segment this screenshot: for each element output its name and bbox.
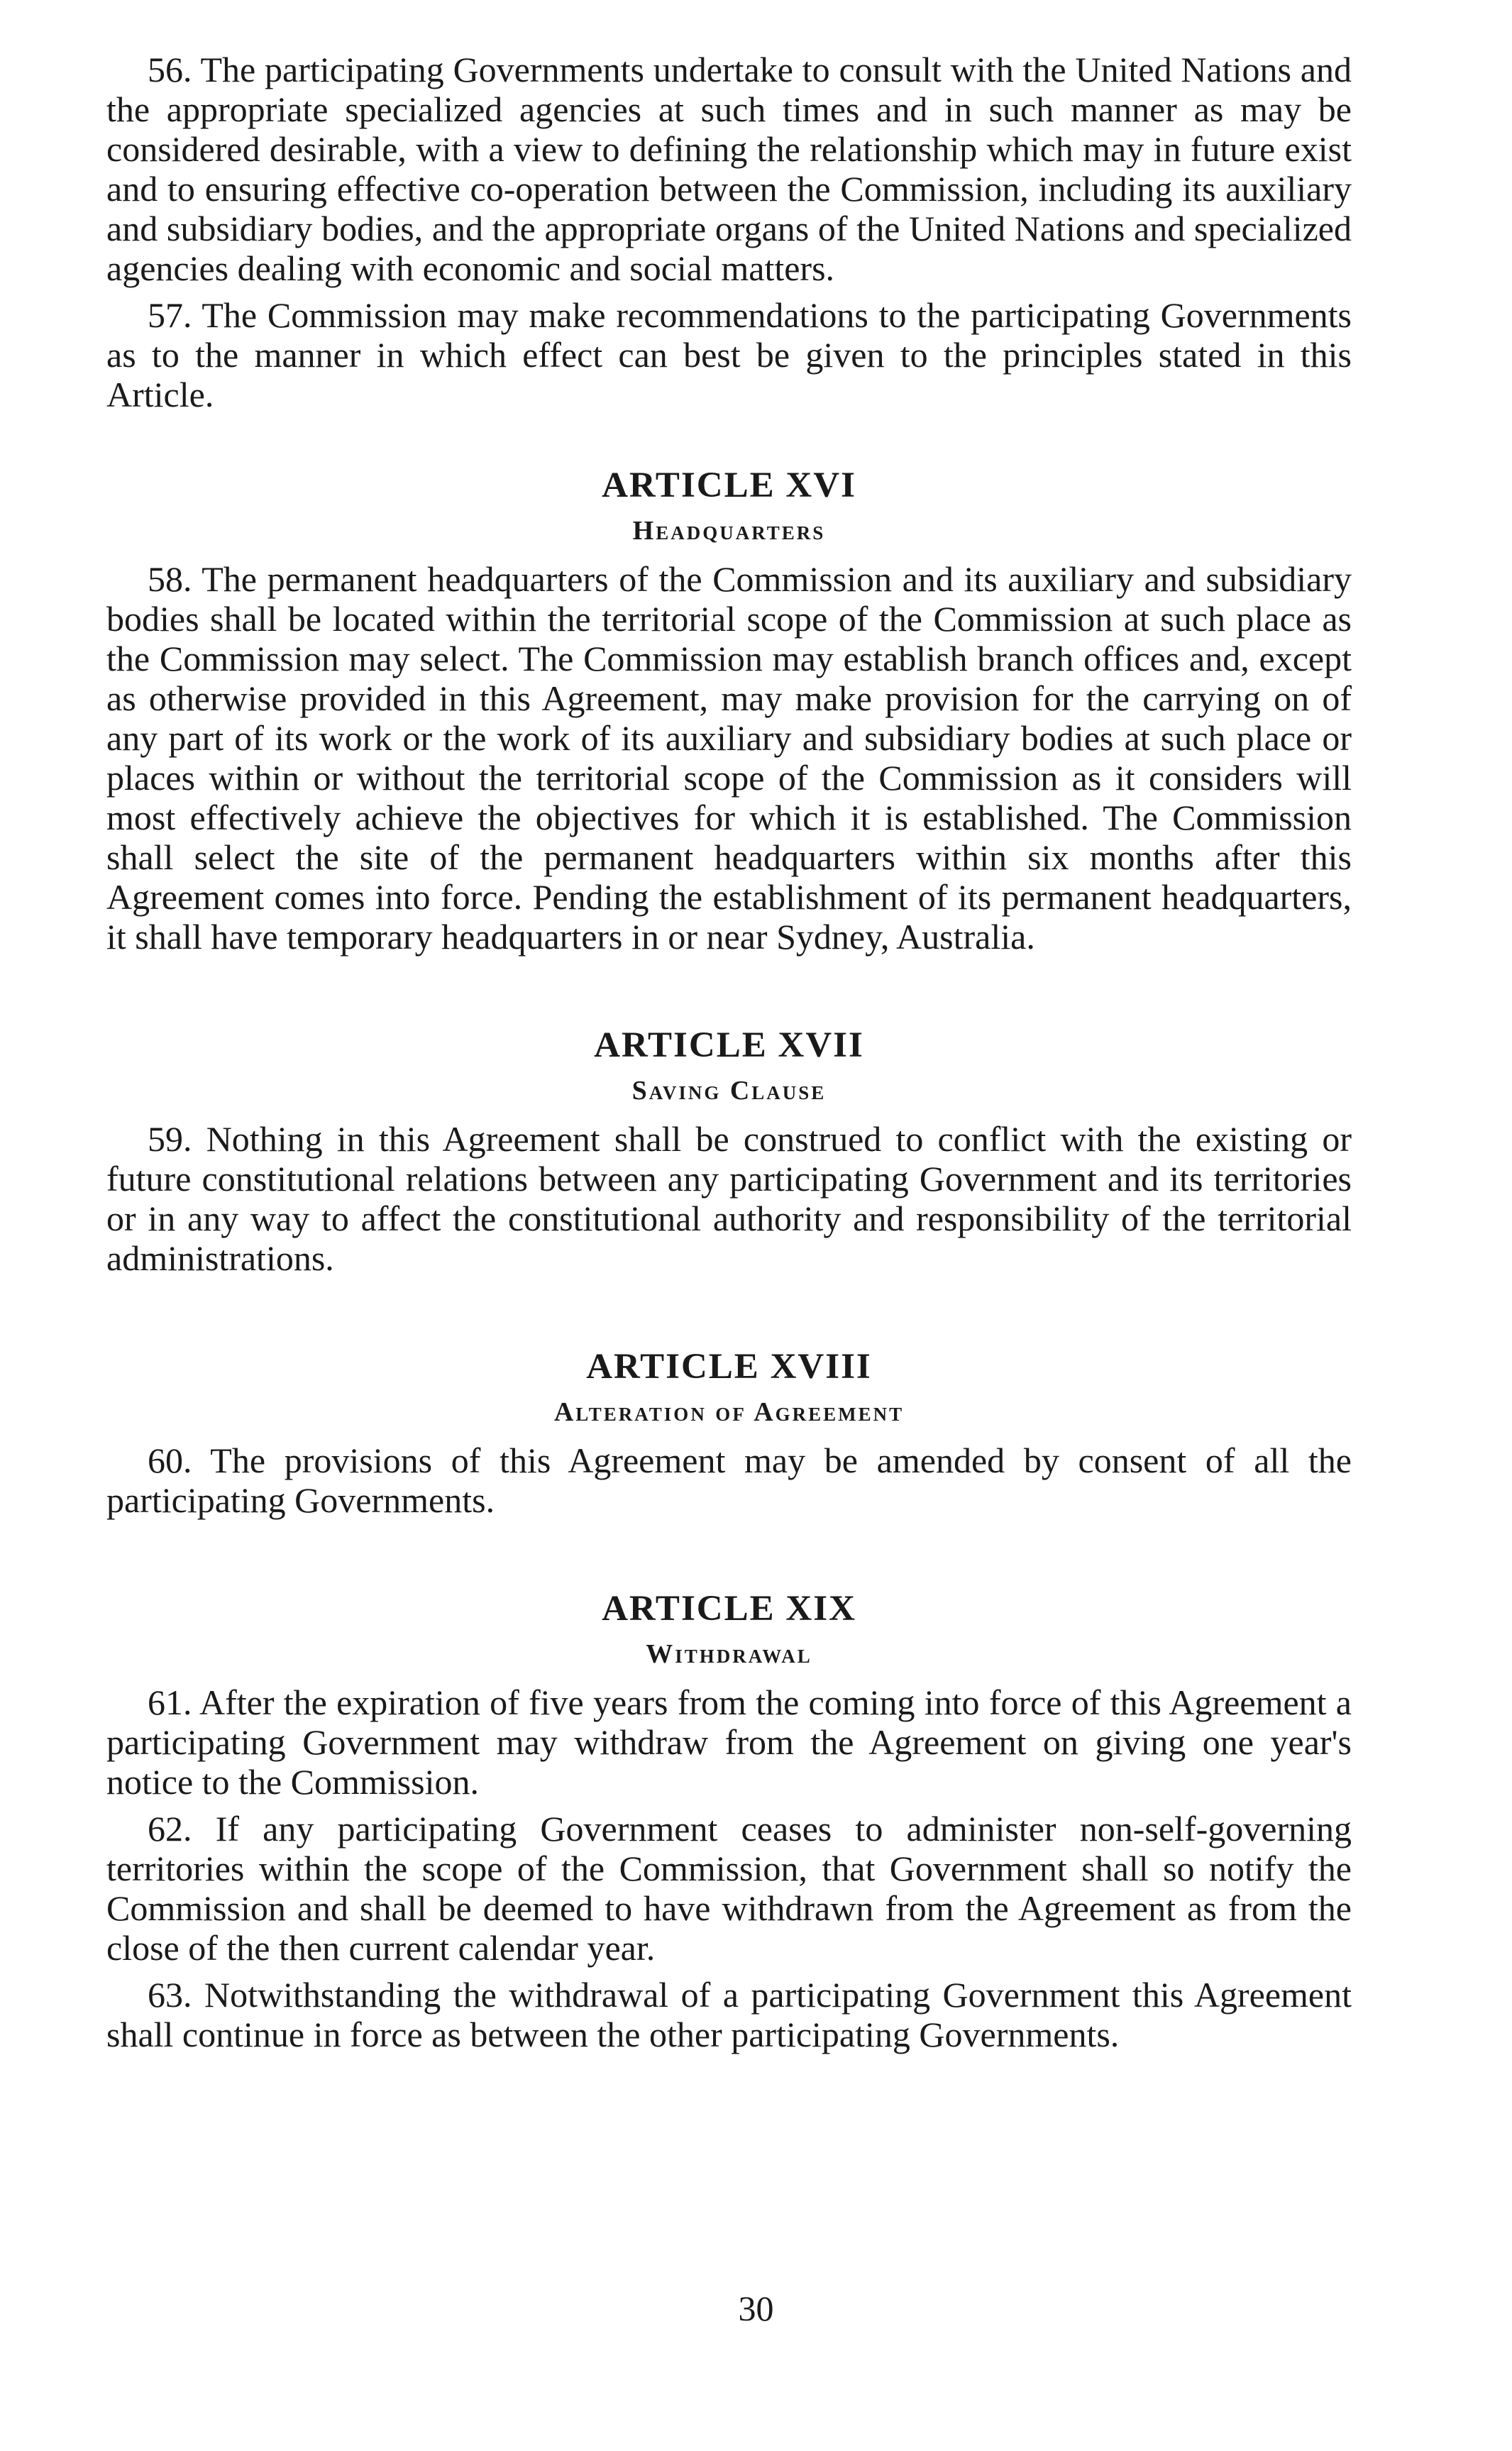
paragraph-60: 60. The provisions of this Agreement may be amended by consent of all the participating Governments. <box>106 1441 1352 1520</box>
article-xix-subheading: Withdrawal <box>646 1639 812 1669</box>
article-xviii-subheading: Alteration of Agreement <box>553 1397 905 1427</box>
article-xix-heading: ARTICLE XIX <box>602 1589 856 1629</box>
page-number: 30 <box>738 2288 774 2328</box>
article-xvi-heading: ARTICLE XVI <box>602 466 856 505</box>
paragraph-57: 57. The Commission may make recommendations to the participating Governments as to the manner in which effect can best be given to the principles stated in this Article. <box>106 295 1352 414</box>
article-xix-section <box>106 1587 1352 2054</box>
document-page <box>106 50 1352 2061</box>
article-xvi-section <box>106 464 1352 957</box>
article-xviii-heading: ARTICLE XVIII <box>586 1347 872 1387</box>
paragraph-62: 62. If any participating Government ceases to administer non-self-governing territories within the scope of the Commission, that Government shall so notify the Commission and shall be deemed to have withdrawn from the Agreement as from the close of the then current calendar year. <box>106 1809 1352 1968</box>
article-xvii-heading: ARTICLE XVII <box>594 1025 864 1065</box>
paragraph-63: 63. Notwithstanding the withdrawal of a participating Government this Agreement shall continue in force as between the other participating Governments. <box>106 1975 1352 2054</box>
paragraph-61: 61. After the expiration of five years from the coming into force of this Agreement a participating Government may withdraw from the Agreement on giving one year's notice to the Commission. <box>106 1682 1352 1802</box>
paragraph-56: 56. The participating Governments undertake to consult with the United Nations and the appropriate specialized agencies at such times and in such manner as may be considered desirable, with a view to defining the relationship which may in future exist and to ensuring effective co-operation between the Commission, including its auxiliary and subsidiary bodies, and the appropriate organs of the United Nations and specialized agencies dealing with economic and social matters. <box>106 50 1352 288</box>
article-xvi-subheading: Headquarters <box>632 516 826 546</box>
article-xvii-subheading: Saving Clause <box>631 1076 827 1106</box>
article-xvii-section <box>106 1024 1352 1278</box>
article-xviii-section <box>106 1345 1352 1520</box>
paragraph-58: 58. The permanent headquarters of the Commission and its auxiliary and subsidiary bodies shall be located within the territorial scope of the Commission at such place as the Commission may select. The Commission may establish branch offices and, except as otherwise provided in this Agreement, may make provision for the carrying on of any part of its work or the work of its auxiliary and subsidiary bodies at such place or places within or without the territorial scope of the Commission as it considers will most effectively achieve the objectives for which it is established. The Commission shall select the site of the permanent headquarters within six months after this Agreement comes into force. Pending the establishment of its permanent headquarters, it shall have temporary headquarters in or near Sydney, Australia. <box>106 559 1352 957</box>
paragraph-59: 59. Nothing in this Agreement shall be construed to conflict with the existing or future constitutional relations between any participating Government and its territories or in any way to affect the constitutional authority and responsibility of the territorial administrations. <box>106 1119 1352 1278</box>
